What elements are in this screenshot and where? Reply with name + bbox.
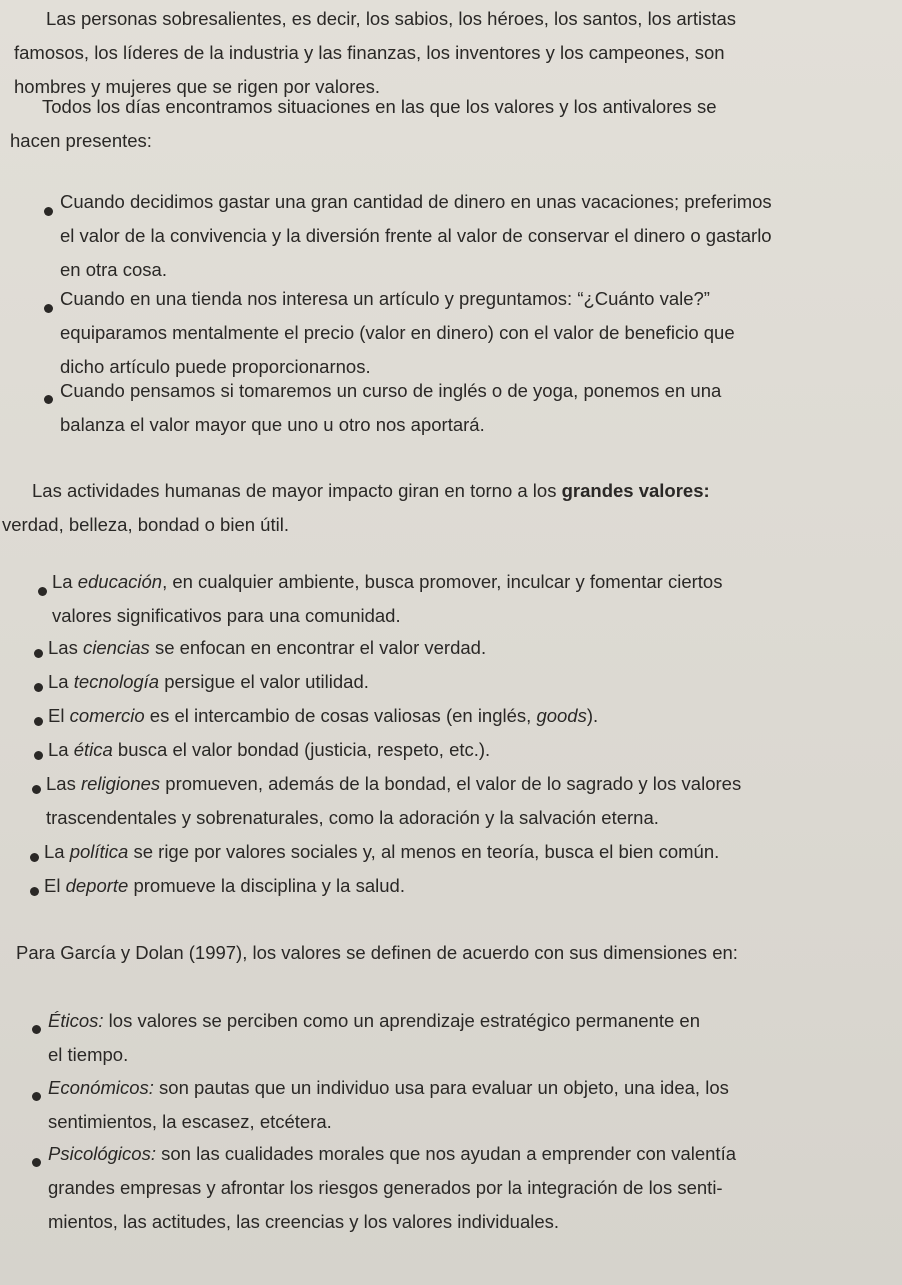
- list-item: Cuando pensamos si tomaremos un curso de inglés o de yoga, ponemos en una balanza el valor mayor que uno u otro nos aportará.: [60, 380, 722, 435]
- list-item: Las ciencias se enfocan en encontrar el valor verdad.: [48, 637, 487, 658]
- list-item: La educación, en cualquier ambiente, busca promover, inculcar y fomentar ciertos valores significativos para una comunidad.: [52, 571, 723, 626]
- list-item: El deporte promueve la disciplina y la salud.: [44, 875, 405, 896]
- bullet: [30, 853, 39, 862]
- list-item: Éticos: los valores se perciben como un aprendizaje estratégico permanente en el tiempo.: [48, 1010, 700, 1065]
- list-item: Psicológicos: son las cualidades morales que nos ayudan a emprender con valentía grandes empresas y afrontar los riesgos generados por la integración de los senti- mientos, las actitudes, las creencias y los valores individuales.: [48, 1143, 736, 1232]
- bullet: [38, 587, 47, 596]
- list-item: Económicos: son pautas que un individuo usa para evaluar un objeto, una idea, los sentimientos, la escasez, etcétera.: [48, 1077, 729, 1132]
- bullet: [32, 785, 41, 794]
- grandes-valores-bold: grandes valores:: [561, 480, 710, 501]
- bullet: [30, 887, 39, 896]
- bullet: [44, 207, 53, 216]
- dimensions-intro: Para García y Dolan (1997), los valores se definen de acuerdo con sus dimensiones en:: [16, 942, 738, 963]
- list-item: Cuando decidimos gastar una gran cantidad de dinero en unas vacaciones; preferimos el valor de la convivencia y la diversión frente al valor de conservar el dinero o gastarlo en otra cosa.: [60, 191, 772, 280]
- list-item: La política se rige por valores sociales y, al menos en teoría, busca el bien común.: [44, 841, 720, 862]
- bullet: [32, 1025, 41, 1034]
- bullet: [34, 683, 43, 692]
- intro-paragraph-1: Las personas sobresalientes, es decir, los sabios, los héroes, los santos, los artistas famosos, los líderes de la industria y las finanzas, los inventores y los campeones, son hombres y mujeres que se rigen por valores.: [14, 8, 736, 97]
- bullet: [32, 1158, 41, 1167]
- intro-paragraph-2: Todos los días encontramos situaciones en las que los valores y los antivalores se hacen presentes:: [10, 96, 717, 151]
- bullet: [32, 1092, 41, 1101]
- bullet: [44, 395, 53, 404]
- list-item: El comercio es el intercambio de cosas valiosas (en inglés, goods).: [48, 705, 599, 726]
- bullet: [44, 304, 53, 313]
- list-item: Cuando en una tienda nos interesa un artículo y preguntamos: “¿Cuánto vale?” equiparamos mentalmente el precio (valor en dinero) con el valor de beneficio que dicho artículo puede proporcionarnos.: [60, 288, 735, 377]
- bullet: [34, 751, 43, 760]
- list-item: La ética busca el valor bondad (justicia, respeto, etc.).: [48, 739, 491, 760]
- list-item: La tecnología persigue el valor utilidad.: [48, 671, 369, 692]
- list-item: Las religiones promueven, además de la bondad, el valor de lo sagrado y los valores trascendentales y sobrenaturales, como la adoración y la salvación eterna.: [46, 773, 742, 828]
- activities-paragraph: Las actividades humanas de mayor impacto giran en torno a los grandes valores: verdad, belleza, bondad o bien útil.: [2, 480, 710, 535]
- bullet: [34, 717, 43, 726]
- bullet: [34, 649, 43, 658]
